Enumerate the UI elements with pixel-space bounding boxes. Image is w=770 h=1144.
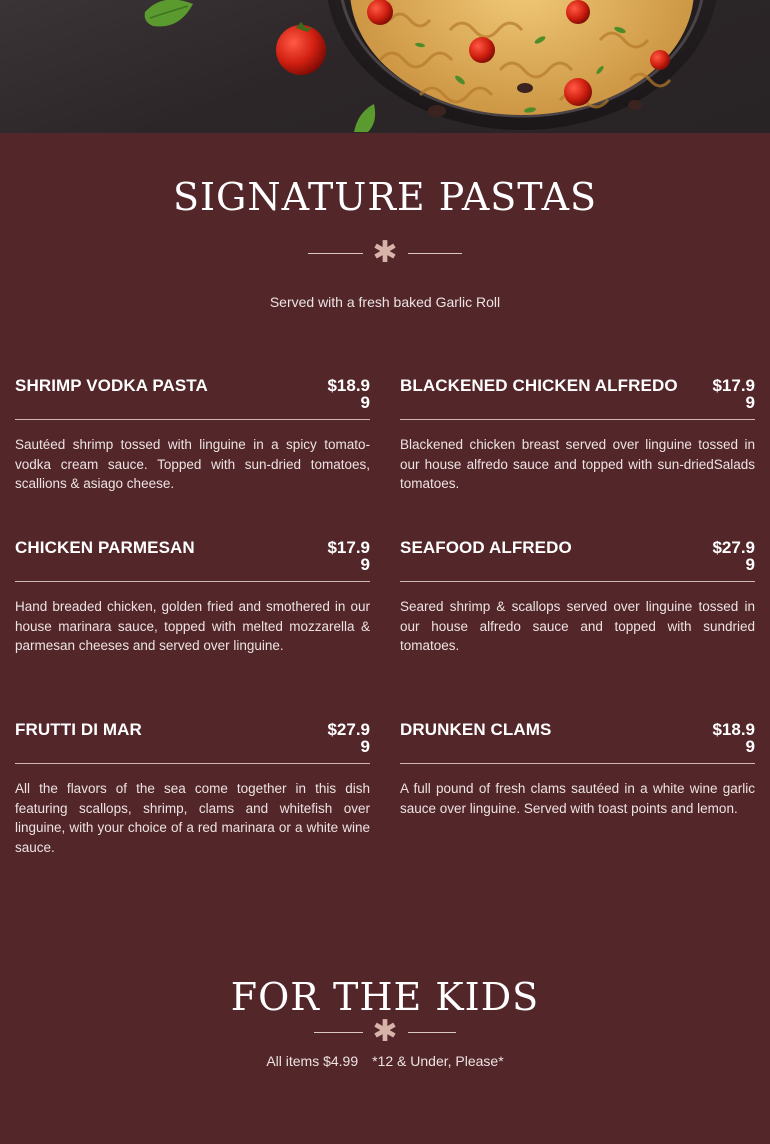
- menu-item-description: A full pound of fresh clams sautéed in a white wine garlic sauce over linguine. Served with toast points and lemon.: [400, 781, 755, 816]
- menu-item-description: Seared shrimp & scallops served over linguine tossed in our house alfredo sauce and topped with sundried tomatoes.: [400, 599, 755, 653]
- menu-item-name: SHRIMP VODKA PASTA: [15, 376, 208, 395]
- menu-item-name: DRUNKEN CLAMS: [400, 720, 552, 739]
- asterisk-icon: ✱: [372, 1014, 398, 1049]
- divider-line: [308, 253, 363, 254]
- section-divider: [0, 1014, 770, 1049]
- asterisk-icon: ✱: [372, 235, 398, 270]
- kids-pricing-note: [0, 1053, 770, 1069]
- menu-item-header: [15, 377, 370, 420]
- divider-line: [408, 1032, 456, 1033]
- kids-price-text: All items $4.99: [266, 1053, 359, 1069]
- divider-line: [314, 1032, 363, 1033]
- menu-item-chicken-parmesan: [15, 539, 370, 656]
- menu-item-name: CHICKEN PARMESAN: [15, 538, 195, 557]
- section-title-for-the-kids: FOR THE KIDS: [230, 975, 540, 1019]
- menu-item-shrimp-vodka-pasta: [15, 377, 370, 494]
- menu-item-name: FRUTTI DI MAR: [15, 720, 142, 739]
- menu-item-header: [15, 721, 370, 764]
- menu-item-header: [400, 721, 755, 764]
- menu-item-description: Sautéed shrimp tossed with linguine in a spicy tomato-vodka cream sauce. Topped with sun-dried tomatoes, scallions & asiago cheese.: [15, 437, 370, 491]
- menu-item-name: SEAFOOD ALFREDO: [400, 538, 572, 557]
- menu-item-header: [400, 539, 755, 582]
- menu-item-price: $27.99: [712, 538, 755, 574]
- menu-item-price: $18.99: [712, 720, 755, 756]
- menu-item-price: $17.99: [327, 538, 370, 574]
- menu-item-price: $17.99: [712, 376, 755, 412]
- section-divider: [0, 235, 770, 270]
- menu-item-description: Blackened chicken breast served over linguine tossed in our house alfredo sauce and topped with sun-driedSalads tomatoes.: [400, 437, 755, 491]
- kids-age-text: *12 & Under, Please*: [372, 1053, 504, 1069]
- section-title-signature-pastas: SIGNATURE PASTAS: [172, 175, 598, 219]
- menu-item-seafood-alfredo: [400, 539, 755, 656]
- menu-item-price: $27.99: [327, 720, 370, 756]
- menu-item-description: All the flavors of the sea come together in this dish featuring scallops, shrimp, clams and whitefish over linguine, with your choice of a red marinara or a white wine sauce.: [15, 781, 370, 855]
- menu-item-description: Hand breaded chicken, golden fried and smothered in our house marinara sauce, topped with melted mozzarella & parmesan cheeses and served over linguine.: [15, 599, 370, 653]
- menu-item-header: [400, 377, 755, 420]
- pasta-bowl-photo: [0, 0, 770, 133]
- menu-item-blackened-chicken-alfredo: [400, 377, 755, 494]
- section-subtitle: Served with a fresh baked Garlic Roll: [269, 294, 501, 310]
- hero-image: [0, 0, 770, 133]
- divider-line: [408, 253, 462, 254]
- menu-item-price: $18.99: [327, 376, 370, 412]
- menu-item-name: BLACKENED CHICKEN ALFREDO: [400, 376, 678, 395]
- menu-item-frutti-di-mar: [15, 721, 370, 857]
- menu-item-header: [15, 539, 370, 582]
- menu-item-drunken-clams: [400, 721, 755, 818]
